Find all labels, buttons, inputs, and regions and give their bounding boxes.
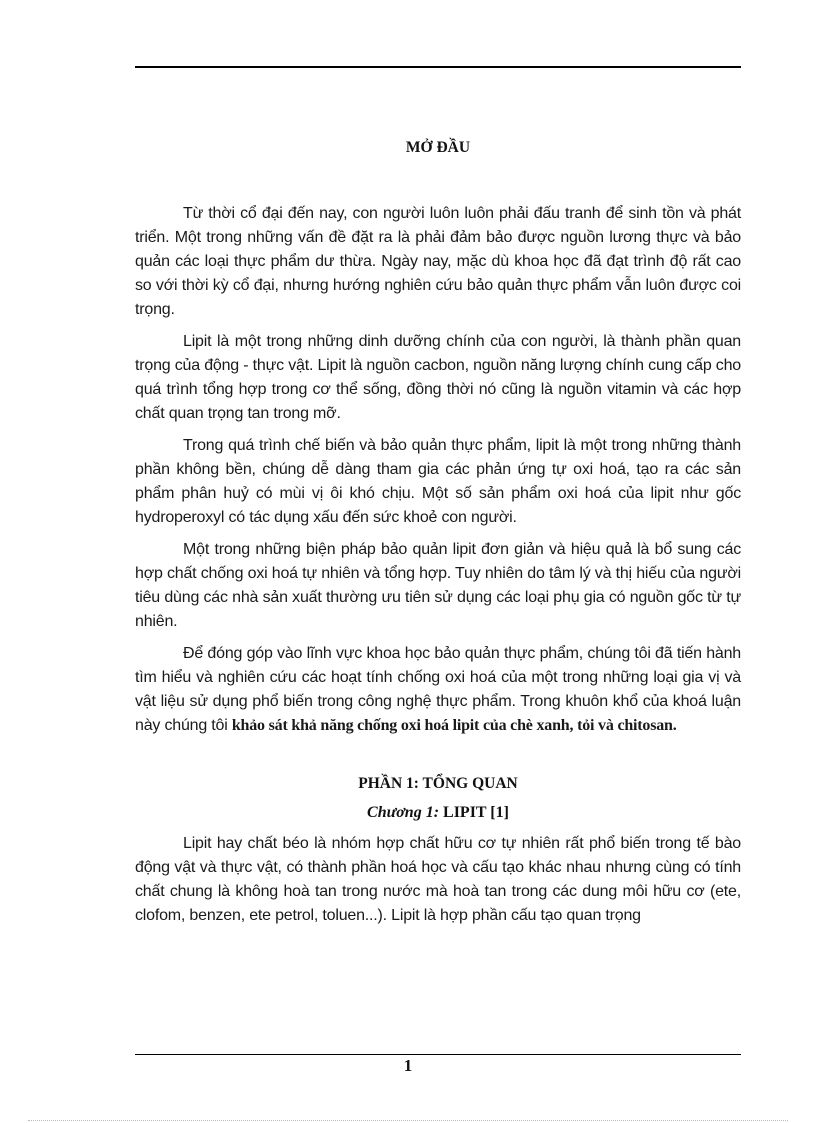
page-title: MỞ ĐẦU bbox=[405, 139, 471, 156]
paragraph-4: Một trong những biện pháp bảo quản lipit đơn giản và hiệu quả là bổ sung các hợp chất chống oxi hoá tự nhiên và tổng hợp. Tuy nhiên do tâm lý và thị hiếu của người tiêu dùng các nhà sản xuất thường ưu tiên sử dụng các loại phụ gia có nguồn gốc từ tự nhiên. bbox=[135, 541, 741, 630]
spacer bbox=[135, 160, 741, 202]
paragraph-5-bold: khảo sát khả năng chống oxi hoá lipit của chè xanh, tỏi và chitosan. bbox=[231, 717, 677, 734]
spacer bbox=[135, 738, 741, 772]
paragraph-5-text: Để đóng góp vào lĩnh vực khoa học bảo quản thực phẩm, chúng tôi đã tiến hành tìm hiểu và nghiên cứu các hoạt tính chống oxi hoá của một trong những loại gia vị và vật liệu sử dụng phổ biến trong công nghệ thực phẩm. Trong khuôn khổ của khoá luận này chúng tôi bbox=[135, 645, 741, 734]
chapter-heading bbox=[135, 800, 741, 826]
page-edge-divider bbox=[28, 1120, 788, 1121]
paragraph-3: Trong quá trình chế biến và bảo quản thực phẩm, lipit là một trong những thành phần không bền, chúng dễ dàng tham gia các phản ứng tự oxi hoá, tạo ra các sản phẩm phân huỷ có mùi vị ôi khó chịu. Một số sản phẩm oxi hoá của lipit như gốc hydroperoxyl có tác dụng xấu đến sức khoẻ con người. bbox=[135, 437, 741, 526]
header-rule bbox=[135, 66, 741, 68]
footer-rule bbox=[135, 1054, 741, 1055]
part-title: PHẦN 1: TỔNG QUAN bbox=[358, 775, 518, 792]
page-number: 1 bbox=[403, 1056, 413, 1075]
chapter-paragraph: Lipit hay chất béo là nhóm hợp chất hữu cơ tự nhiên rất phổ biến trong tế bào động vật và thực vật, có thành phần hoá học và cấu tạo khác nhau nhưng cùng có tính chất chung là không hoà tan trong nước mà hoà tan trong các dung môi hữu cơ (ete, clofom, benzen, ete petrol, toluen...). Lipit là hợp phần cấu tạo quan trọng bbox=[135, 835, 741, 924]
paragraph-2: Lipit là một trong những dinh dưỡng chính của con người, là thành phần quan trọng của động - thực vật. Lipit là nguồn cacbon, nguồn năng lượng chính cung cấp cho quá trình tổng hợp trong cơ thể sống, đồng thời nó cũng là nguồn vitamin và các hợp chất quan trọng tan trong mỡ. bbox=[135, 333, 741, 422]
page-content bbox=[135, 136, 741, 928]
chapter-label: Chương 1: bbox=[367, 804, 440, 821]
chapter-title: LIPIT [1] bbox=[439, 804, 509, 821]
paragraph-5 bbox=[135, 642, 741, 738]
paragraph-1: Từ thời cổ đại đến nay, con người luôn luôn phải đấu tranh để sinh tồn và phát triển. Một trong những vấn đề đặt ra là phải đảm bảo được nguồn lương thực và bảo quản các loại thực phẩm dư thừa. Ngày nay, mặc dù khoa học đã đạt trình độ rất cao so với thời kỳ cổ đại, nhưng hướng nghiên cứu bảo quản thực phẩm vẫn luôn được coi trọng. bbox=[135, 205, 741, 318]
